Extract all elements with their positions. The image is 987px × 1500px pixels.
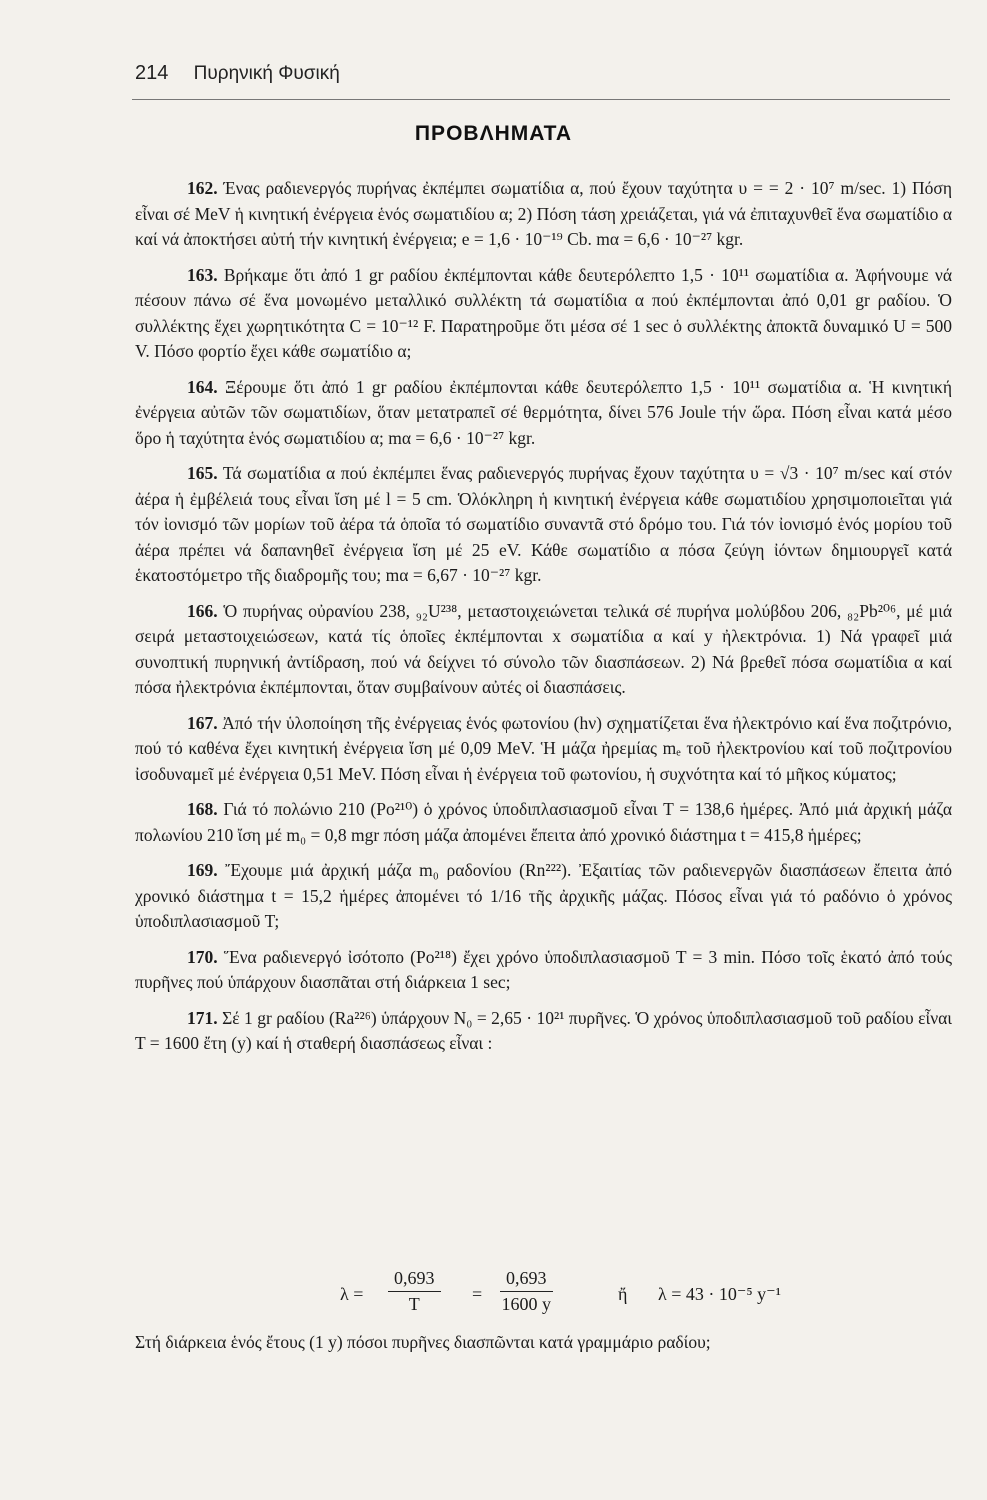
problem-167	[135, 711, 952, 788]
problem-164	[135, 375, 952, 452]
problem-text: Γιά τό πολώνιο 210 (Po²¹⁰) ὁ χρόνος ὑποδιπλασιασμοῦ εἶναι T = 138,6 ἡμέρες. Ἀπό μιά ἀρχική μάζα πολωνίου 210 ἴση μέ m₀ = 0,8 mgr πόση μάζα ἀπομένει ἔπειτα ἀπό χρονικό διάστημα t = 415,8 ἡμέρες;	[135, 799, 952, 845]
formula-equals: =	[472, 1284, 483, 1304]
problem-number: 163.	[187, 264, 218, 285]
header-rule	[132, 99, 950, 100]
fraction-2-numerator: 0,693	[500, 1268, 553, 1292]
formula-lhs: λ =	[340, 1284, 364, 1304]
problem-number: 164.	[187, 376, 218, 397]
problem-number: 169.	[187, 860, 218, 880]
formula-or: ἤ	[618, 1284, 628, 1304]
problem-171	[135, 1006, 952, 1057]
formula-rhs: λ = 43 · 10⁻⁵ y⁻¹	[658, 1284, 782, 1304]
problem-number: 166.	[187, 600, 218, 621]
problem-number: 167.	[187, 712, 218, 733]
running-header	[135, 62, 955, 85]
problem-162	[135, 176, 952, 253]
final-question: Στή διάρκεια ἑνός ἔτους (1 y) πόσοι πυρῆνες διασπῶνται κατά γραμμάριο ραδίου;	[135, 1332, 711, 1352]
problem-text: Ξέρουμε ὅτι ἀπό 1 gr ραδίου ἐκπέμπονται κάθε δευτερόλεπτο 1,5 · 10¹¹ σωματίδια α. Ἡ κινητική ἐνέργεια αὐτῶν τῶν σωματιδίων, ὅταν μετατραπεῖ σέ θερμότητα, δίνει 576 Joule τήν ὥρα. Πόση εἶναι κατά μέσο ὅρο ἡ ταχύτητα ἑνός σωματιδίου α; mα = 6,6 · 10⁻²⁷ kgr.	[135, 376, 952, 448]
problem-text: Ἕνα ραδιενεργό ἰσότοπο (Po²¹⁸) ἔχει χρόνο ὑποδιπλασιασμοῦ T = 3 min. Πόσο τοῖς ἑκατό ἀπό τούς πυρῆνες πού ὑπάρχουν διασπᾶται στή διάρκεια 1 sec;	[135, 946, 952, 992]
problem-text: Ένας ραδιενεργός πυρήνας ἐκπέμπει σωματίδια α, πού ἔχουν ταχύτητα υ = = 2 · 10⁷ m/sec. 1) Πόση εἶναι σέ MeV ἡ κινητική ἐνέργεια ἑνός σωματιδίου α; 2) Πόση τάση χρειάζεται, γιά νά ἐπιταχυνθεῖ ἕνα σωματίδιο α καί νά ἀποκτήσει αὐτή τήν κινητική ἐνέργεια; e = 1,6 · 10⁻¹⁹ Cb. mα = 6,6 · 10⁻²⁷ kgr.	[135, 178, 952, 249]
decay-constant-formula	[340, 1268, 860, 1328]
fraction-2-denominator: 1600 y	[501, 1294, 551, 1314]
problem-list	[135, 176, 952, 1067]
problem-168	[135, 797, 952, 848]
running-title: Πυρηνική Φυσική	[193, 63, 340, 84]
page-number: 214	[135, 62, 169, 84]
problem-text: Ἔχουμε μιά ἀρχική μάζα m₀ ραδονίου (Rn²²²). Ἐξαιτίας τῶν ραδιενεργῶν διασπάσεων ἔπειτα ἀπό χρονικό διάστημα t = 15,2 ἡμέρες ἀπομένει τό 1/16 τῆς ἀρχικῆς μάζας. Πόσος εἶναι γιά τό ραδόνιο ὁ χρόνος ὑποδιπλασιασμοῦ T;	[135, 860, 953, 931]
problem-163	[135, 263, 952, 365]
problem-text: Ὁ πυρήνας οὐρανίου 238, ₉₂U²³⁸, μεταστοιχειώνεται τελικά σέ πυρήνα μολύβδου 206, ₈₂Pb²⁰⁶, μέ μιά σειρά μεταστοιχειώσεων, κατά τίς ὁποῖες ἐκπέμπονται x σωματίδια α καί y ἠλεκτρόνια. 1) Νά γραφεῖ μιά συνοπτική πυρηνική ἀντίδραση, πού νά δείχνει τό σύνολο τῶν διασπάσεων. 2) Νά βρεθεῖ πόσα σωματίδια α καί πόσα ἠλεκτρόνια ἐκπέμπονται, ὅταν συμβαίνουν αὐτές οἱ διασπάσεις.	[135, 600, 953, 697]
problem-number: 165.	[187, 463, 218, 483]
problem-text: Σέ 1 gr ραδίου (Ra²²⁶) ὑπάρχουν N₀ = 2,65 · 10²¹ πυρῆνες. Ὁ χρόνος ὑποδιπλασιασμοῦ τοῦ ραδίου εἶναι T = 1600 ἔτη (y) καί ἡ σταθερή διασπάσεως εἶναι :	[135, 1007, 953, 1053]
fraction-1-numerator: 0,693	[388, 1268, 441, 1292]
problem-170	[135, 945, 952, 996]
fraction-1-denominator: T	[408, 1294, 420, 1314]
problem-number: 170.	[187, 946, 218, 967]
problem-text: Ἀπό τήν ὑλοποίηση τῆς ἐνέργειας ἑνός φωτονίου (hν) σχηματίζεται ἕνα ἠλεκτρόνιο καί ἕνα ποζιτρόνιο, πού τό καθένα ἔχει κινητική ἐνέργεια ἴση μέ 0,09 MeV. Ἡ μάζα ἠρεμίας mₑ τοῦ ἠλεκτρονίου καί τοῦ ποζιτρονίου ἰσοδυναμεῖ μέ ἐνέργεια 0,51 MeV. Πόση εἶναι ἡ ἐνέργεια τοῦ φωτονίου, ἡ συχνότητα καί τό μῆκος κύματος;	[135, 712, 953, 784]
fraction-1	[388, 1268, 441, 1315]
problem-165	[135, 461, 952, 589]
problem-169	[135, 858, 952, 935]
problem-text: Τά σωματίδια α πού ἐκπέμπει ἕνας ραδιενεργός πυρήνας ἔχουν ταχύτητα υ = √3 · 10⁷ m/sec καί στόν ἀέρα ἡ ἐμβέλειά τους εἶναι ἴση μέ l = 5 cm. Ὁλόκληρη ἡ κινητική ἐνέργεια κάθε σωματιδίου χρησιμοποιεῖται γιά τόν ἰονισμό τῶν μορίων τοῦ ἀέρα τά ὁποῖα τό σωματίδιο συναντᾶ στό δρόμο του. Γιά τόν ἰονισμό ἑνός μορίου τοῦ ἀέρα πρέπει νά δαπανηθεῖ ἐνέργεια ἴση μέ 25 eV. Κάθε σωματίδιο α πόσα ζεύγη ἰόντων δημιουργεῖ κατά ἑκατοστόμετρο τῆς διαδρομῆς του; mα = 6,67 · 10⁻²⁷ kgr.	[135, 463, 952, 585]
problem-text: Βρήκαμε ὅτι ἀπό 1 gr ραδίου ἐκπέμπονται κάθε δευτερόλεπτο 1,5 · 10¹¹ σωματίδια α. Ἀφήνουμε νά πέσουν πάνω σέ ἕνα μονωμένο μεταλλικό συλλέκτη τά σωματίδια α πού ἐκπέμπονται ἀπό 0,01 gr ραδίου. Ὁ συλλέκτης ἔχει χωρητικότητα C = 10⁻¹² F. Παρατηροῦμε ὅτι μέσα σέ 1 sec ὁ συλλέκτης ἀποκτᾶ δυναμικό U = 500 V. Πόσο φορτίο ἔχει κάθε σωματίδιο α;	[135, 264, 952, 361]
problem-166	[135, 599, 952, 701]
problem-number: 171.	[187, 1007, 218, 1028]
problem-number: 162.	[187, 178, 218, 198]
fraction-2	[500, 1268, 553, 1315]
problem-number: 168.	[187, 799, 218, 819]
section-title: ΠΡΟΒΛΗΜΑΤΑ	[414, 122, 573, 145]
